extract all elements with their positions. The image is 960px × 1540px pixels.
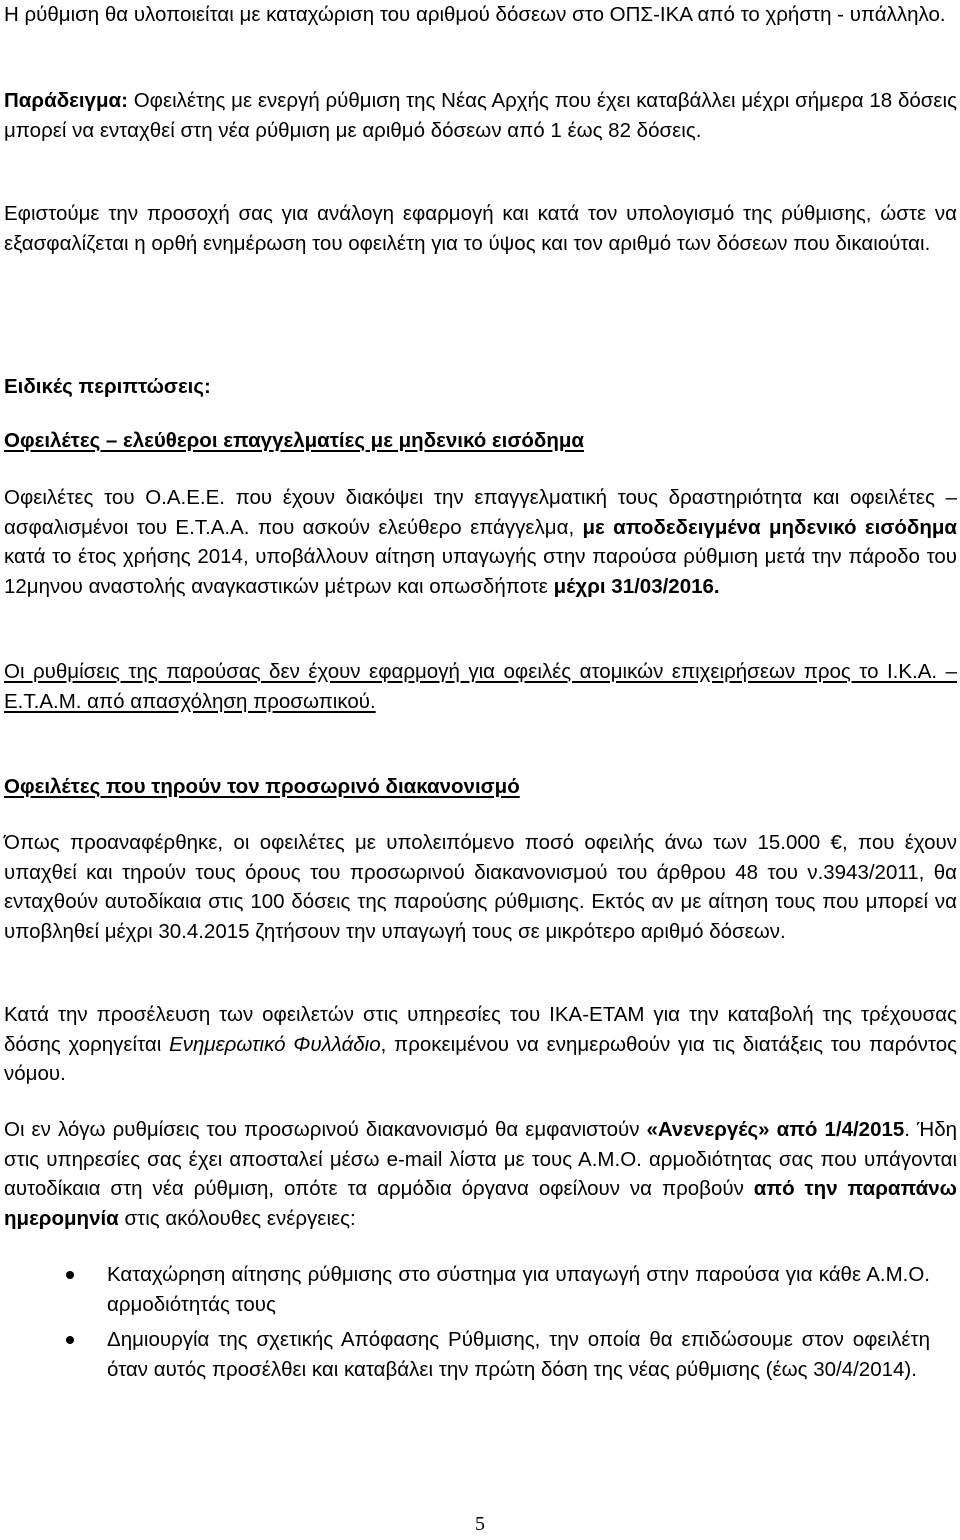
paragraph-zero-income (4, 483, 957, 601)
heading-special-cases: Ειδικές περιπτώσεις: (4, 375, 211, 398)
paragraph-example (4, 86, 957, 145)
actions-list (0, 1260, 930, 1390)
paragraph-attention (4, 199, 957, 258)
paragraph-text: Εφιστούμε την προσοχή σας για ανάλογη εφαρμογή και κατά τον υπολογισμό της ρύθμισης, ώστε να εξασφαλίζεται η ορθή ενημέρωση του οφειλέτη για το ύψος και τον αριθμό των δόσεων που δικαιούται. (4, 202, 957, 255)
leaflet-text-c: , προκειμένου να ενημερωθούν για τις διατάξεις του παρόντος νόμου. (4, 1032, 957, 1085)
leaflet-title: Ενημερωτικό Φυλλάδιο (169, 1032, 381, 1056)
paragraph-implementation (4, 0, 957, 30)
list-item-text: Καταχώρηση αίτησης ρύθμισης στο σύστημα για υπαγωγή στην παρούσα για κάθε Α.Μ.Ο. αρμοδιότητάς τους (107, 1263, 930, 1316)
list-item-text: Δημιουργία της σχετικής Απόφασης Ρύθμισης, την οποία θα επιδώσουμε στον οφειλέτη όταν αυτός προσέλθει και καταβάλει την πρώτη δόση της νέας ρύθμισης (έως 30/4/2014). (107, 1328, 930, 1381)
bullet-icon (66, 1271, 74, 1279)
zero-income-deadline: μέχρι 31/03/2016. (553, 574, 720, 598)
leaflet-text-a: Κατά την προσέλευση των οφειλετών στις υπηρεσίες του ΙΚΑ-ΕΤΑΜ για την καταβολή της τρέχουσας δόσης χορηγείται (4, 1003, 957, 1056)
page-number: 5 (475, 1513, 485, 1535)
inactive-text-e: στις ακόλουθες ενέργειες: (118, 1206, 356, 1230)
inactive-text-c: . Ήδη στις υπηρεσίες σας έχει αποσταλεί μέσω e-mail λίστα με τους Α.Μ.Ο. αρμοδιότητας σας που υπάγονται αυτοδίκαια στη νέα ρύθμιση, οπότε τα αρμόδια όργανα οφείλουν να προβούν (4, 1118, 958, 1200)
heading-free-professionals: Οφειλέτες – ελεύθεροι επαγγελματίες με μηδενικό εισόδημα (4, 429, 585, 452)
bullet-icon (66, 1336, 74, 1344)
inactive-text-a: Οι εν λόγω ρυθμίσεις του προσωρινού διακανονισμό θα εμφανιστούν (4, 1118, 647, 1141)
example-text: Οφειλέτης με ενεργή ρύθμιση της Νέας Αρχής που έχει καταβάλλει μέχρι σήμερα 18 δόσεις μπορεί να ενταχθεί στη νέα ρύθμιση με αριθμό δόσεων από 1 έως 82 δόσεις. (4, 89, 957, 142)
paragraph-not-applicable: Οι ρυθμίσεις της παρούσας δεν έχουν εφαρμογή για οφειλές ατομικών επιχειρήσεων προς το Ι.Κ.Α. – Ε.Τ.Α.Μ. από απασχόληση προσωπικού. (4, 660, 957, 713)
example-lead: Παράδειγμα: (4, 89, 128, 112)
paragraph-leaflet (4, 1000, 957, 1089)
paragraph-inactive (4, 1115, 957, 1233)
zero-income-emphasis: με αποδεδειγμένα μηδενικό εισόδημα (582, 515, 957, 539)
paragraph-text: Η ρύθμιση θα υλοποιείται με καταχώριση του αριθμού δόσεων στο ΟΠΣ-ΙΚΑ από το χρήστη - υπάλληλο. (4, 3, 946, 26)
paragraph-text: Όπως προαναφέρθηκε, οι οφειλέτες με υπολειπόμενο ποσό οφειλής άνω των 15.000 €, που έχουν υπαχθεί και τηρούν τους όρους του προσωρινού διακανονισμού του άρθρου 48 του ν.3943/2011, θα ενταχθούν αυτοδίκαια στις 100 δόσεις της παρούσης ρύθμισης. Εκτός αν με αίτηση τους που μπορεί να υποβληθεί μέχρι 30.4.2015 ζητήσουν την υπαγωγή τους σε μικρότερο αριθμό δόσεων. (4, 831, 957, 943)
list-item (0, 1260, 930, 1319)
list-item (0, 1325, 930, 1384)
inactive-emphasis: «Ανενεργές» από 1/4/2015 (646, 1118, 905, 1141)
paragraph-provisional (4, 828, 957, 946)
zero-income-text-a: Οφειλέτες του Ο.Α.Ε.Ε. που έχουν διακόψει την επαγγελματική τους δραστηριότητα και οφειλέτες – ασφαλισμένοι του Ε.Τ.Α.Α. που ασκούν ελεύθερο επάγγελμα, (4, 486, 957, 539)
inactive-date-emphasis: από την παραπάνω ημερομηνία (4, 1177, 957, 1230)
zero-income-text-c: κατά το έτος χρήσης 2014, υποβάλλουν αίτηση υπαγωγής στην παρούσα ρύθμιση μετά την πάροδο του 12μηνου αναστολής αναγκαστικών μέτρων και οπωσδήποτε (4, 545, 957, 598)
heading-provisional-arrangement: Οφειλέτες που τηρούν τον προσωρινό διακανονισμό (4, 775, 520, 798)
